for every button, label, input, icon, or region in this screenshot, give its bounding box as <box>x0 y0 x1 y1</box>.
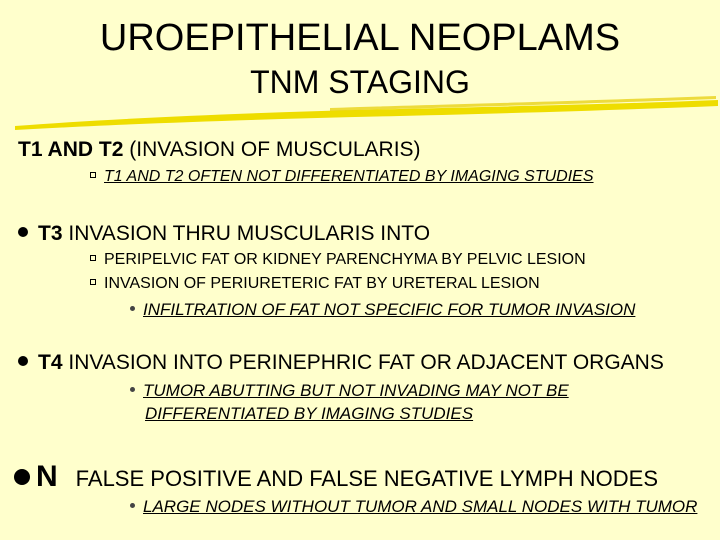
small-dot-bullet-icon <box>130 306 135 311</box>
n-text: FALSE POSITIVE AND FALSE NEGATIVE LYMPH NODES <box>75 466 659 491</box>
t4-note-text-line1: TUMOR ABUTTING BUT NOT INVADING MAY NOT BE <box>143 381 569 400</box>
t3-sub-item <box>90 251 586 269</box>
t1-t2-sub-text: T1 AND T2 OFTEN NOT DIFFERENTIATED BY IMAGING STUDIES <box>104 168 594 185</box>
small-dot-bullet-icon <box>130 503 135 508</box>
t3-sub-item <box>90 275 540 293</box>
t4-text: INVASION INTO PERINEPHRIC FAT OR ADJACENT ORGANS <box>68 351 664 374</box>
t3-sub-text: PERIPELVIC FAT OR KIDNEY PARENCHYMA BY PELVIC LESION <box>104 251 586 268</box>
t3-heading <box>18 222 430 246</box>
t4-note-item-cont <box>145 404 473 424</box>
t1-t2-heading <box>18 138 421 162</box>
t3-note-item <box>130 300 635 320</box>
square-bullet-icon <box>90 255 96 261</box>
small-dot-bullet-icon <box>130 387 135 392</box>
slide-subtitle: TNM STAGING <box>250 64 470 100</box>
round-bullet-icon <box>18 227 28 237</box>
t4-note-item <box>130 381 569 401</box>
t4-heading <box>18 351 664 375</box>
t3-text: INVASION THRU MUSCULARIS INTO <box>68 222 431 245</box>
t1-t2-text: (INVASION OF MUSCULARIS) <box>129 138 421 161</box>
t1-t2-label: T1 AND T2 <box>18 138 124 161</box>
round-bullet-icon <box>18 356 28 366</box>
round-bullet-icon <box>14 469 30 485</box>
t3-label: T3 <box>38 222 63 245</box>
n-note-text: LARGE NODES WITHOUT TUMOR AND SMALL NODES WITH TUMOR <box>143 497 698 516</box>
t1-t2-sub-item <box>90 168 594 186</box>
square-bullet-icon <box>90 279 96 285</box>
square-bullet-icon <box>90 172 96 178</box>
t4-label: T4 <box>38 351 63 374</box>
title-underline-brush <box>0 0 720 140</box>
t3-sub-text: INVASION OF PERIURETERIC FAT BY URETERAL LESION <box>104 275 540 292</box>
n-note-item <box>130 497 697 517</box>
slide-title: UROEPITHELIAL NEOPLAMS <box>99 17 621 59</box>
n-heading <box>14 460 658 494</box>
n-label: N <box>36 460 58 493</box>
t3-note-text: INFILTRATION OF FAT NOT SPECIFIC FOR TUMOR INVASION <box>143 300 636 319</box>
t4-note-text-line2: DIFFERENTIATED BY IMAGING STUDIES <box>145 404 474 423</box>
